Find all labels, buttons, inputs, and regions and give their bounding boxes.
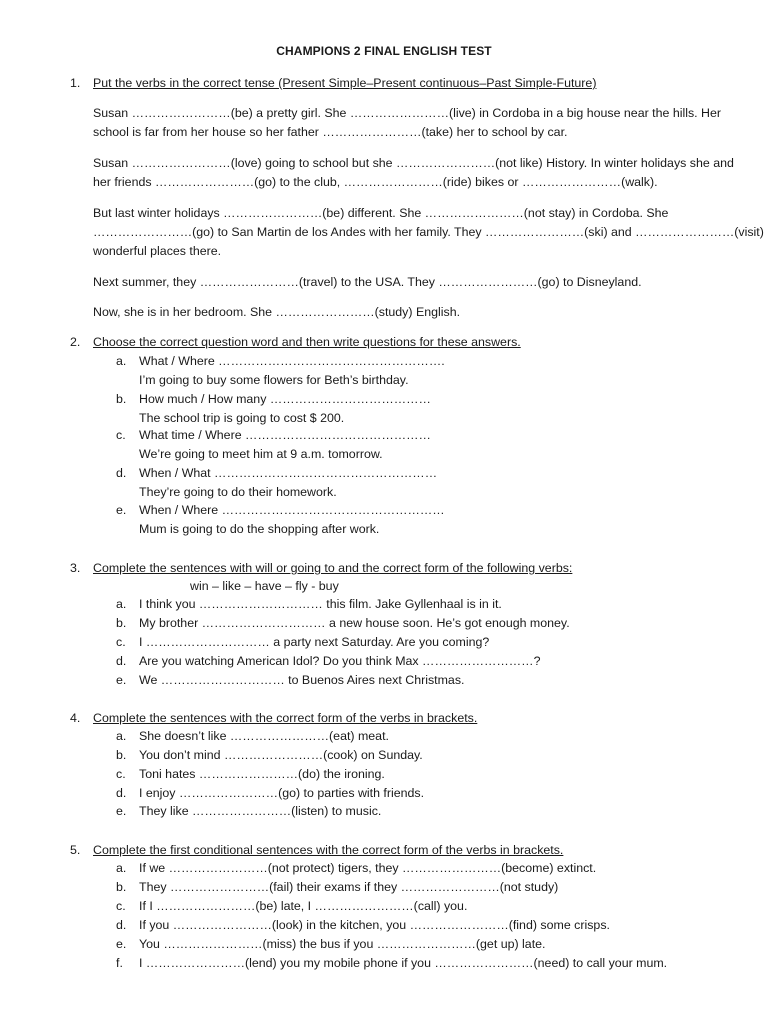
text-line: ……………………(go) to San Martin de los Andes with her family. They ……………………(ski) and ……………………(visit) <box>93 225 764 239</box>
item-letter: c. <box>116 428 126 442</box>
section-instruction: Choose the correct question word and then write questions for these answers. <box>93 335 521 349</box>
text-line: wonderful places there. <box>93 244 222 258</box>
text-line: school is far from her house so her father ……………………(take) her to school by car. <box>93 125 568 139</box>
section-number: 2. <box>70 335 81 349</box>
item-text: My brother ………………………… a new house soon. He’s got enough money. <box>139 616 570 630</box>
item-question: What / Where ………………………………………………. <box>139 354 445 368</box>
item-letter: b. <box>116 880 127 894</box>
text-line: Now, she is in her bedroom. She ……………………(study) English. <box>93 305 461 319</box>
item-text: If we ……………………(not protect) tigers, they ……………………(become) extinct. <box>139 861 597 875</box>
item-question: What time / Where ……………………………………… <box>139 428 431 442</box>
paragraph <box>93 204 764 261</box>
item-text: You ……………………(miss) the bus if you ……………………(get up) late. <box>139 937 546 951</box>
paragraph <box>93 273 733 292</box>
item-text: If I ……………………(be) late, I ……………………(call) you. <box>139 899 468 913</box>
item-text: I think you ………………………… this film. Jake Gyllenhaal is in it. <box>139 597 502 611</box>
paragraph <box>93 154 733 192</box>
item-text: She doesn’t like ……………………(eat) meat. <box>139 729 389 743</box>
item-letter: d. <box>116 786 127 800</box>
section-instruction: Put the verbs in the correct tense (Present Simple–Present continuous–Past Simple-Future) <box>93 76 597 90</box>
section-number: 3. <box>70 561 81 575</box>
item-letter: c. <box>116 767 126 781</box>
paragraph <box>93 303 733 322</box>
section-instruction: Complete the first conditional sentences with the correct form of the verbs in brackets. <box>93 843 564 857</box>
text-line: But last winter holidays ……………………(be) different. She ……………………(not stay) in Cordoba. She <box>93 206 669 220</box>
section-instruction: Complete the sentences with will or going to and the correct form of the following verbs: <box>93 561 573 575</box>
item-text: Are you watching American Idol? Do you think Max ………………………? <box>139 654 541 668</box>
item-text: I ……………………(lend) you my mobile phone if you ……………………(need) to call your mum. <box>139 956 668 970</box>
item-letter: a. <box>116 597 127 611</box>
item-letter: c. <box>116 899 126 913</box>
item-text: They ……………………(fail) their exams if they ……………………(not study) <box>139 880 559 894</box>
verb-list-text: win – like – have – fly - buy <box>190 579 339 593</box>
item-question: When / What ……………………………………………… <box>139 466 438 480</box>
item-text: I ………………………… a party next Saturday. Are you coming? <box>139 635 490 649</box>
item-letter: d. <box>116 654 127 668</box>
text-line: Next summer, they ……………………(travel) to the USA. They ……………………(go) to Disneyland. <box>93 275 642 289</box>
item-letter: a. <box>116 354 127 368</box>
item-text: We ………………………… to Buenos Aires next Christmas. <box>139 673 465 687</box>
item-question: How much / How many ………………………………… <box>139 392 431 406</box>
item-letter: f. <box>116 956 123 970</box>
item-letter: e. <box>116 937 127 951</box>
page-title: CHAMPIONS 2 FINAL ENGLISH TEST <box>276 44 492 58</box>
item-letter: b. <box>116 616 127 630</box>
text-line: her friends ……………………(go) to the club, ……………………(ride) bikes or ……………………(walk). <box>93 175 658 189</box>
item-text: They like ……………………(listen) to music. <box>139 804 382 818</box>
item-answer: Mum is going to do the shopping after work. <box>139 522 380 536</box>
item-letter: a. <box>116 729 127 743</box>
item-letter: e. <box>116 503 127 517</box>
text-line: Susan ……………………(love) going to school but she ……………………(not like) History. In winter holidays she and <box>93 156 734 170</box>
section-number: 5. <box>70 843 81 857</box>
paragraph <box>93 104 733 142</box>
item-answer: I’m going to buy some flowers for Beth’s birthday. <box>139 373 409 387</box>
text-line: Susan ……………………(be) a pretty girl. She ……………………(live) in Cordoba in a big house near the hills. Her <box>93 106 722 120</box>
item-text: You don’t mind ……………………(cook) on Sunday. <box>139 748 423 762</box>
item-text: Toni hates ……………………(do) the ironing. <box>139 767 385 781</box>
section-number: 1. <box>70 76 81 90</box>
item-answer: We’re going to meet him at 9 a.m. tomorrow. <box>139 447 383 461</box>
item-letter: b. <box>116 392 127 406</box>
item-letter: e. <box>116 673 127 687</box>
item-answer: The school trip is going to cost $ 200. <box>139 411 345 425</box>
item-letter: d. <box>116 466 127 480</box>
item-letter: d. <box>116 918 127 932</box>
item-text: If you ……………………(look) in the kitchen, you ……………………(find) some crisps. <box>139 918 610 932</box>
section-number: 4. <box>70 711 81 725</box>
item-answer: They’re going to do their homework. <box>139 485 337 499</box>
item-text: I enjoy ……………………(go) to parties with friends. <box>139 786 425 800</box>
item-letter: b. <box>116 748 127 762</box>
item-letter: e. <box>116 804 127 818</box>
item-letter: c. <box>116 635 126 649</box>
section-instruction: Complete the sentences with the correct form of the verbs in brackets. <box>93 711 478 725</box>
item-letter: a. <box>116 861 127 875</box>
item-question: When / Where ……………………………………………… <box>139 503 445 517</box>
